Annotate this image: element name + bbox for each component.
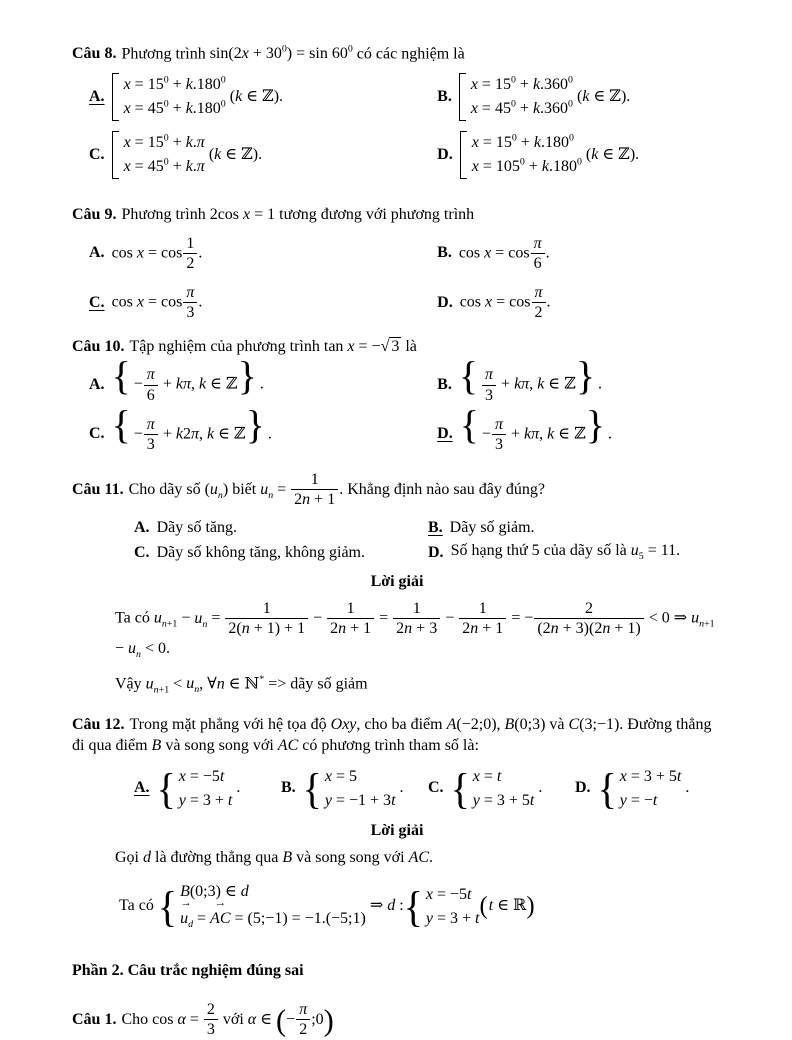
question-12-text: Trong mặt phẳng với hệ tọa độ Oxy, cho ba điểm A(−2;0), B(0;3) và C(3;−1). Đường thẳng đi qua điểm B và song song với AC có phương trình tham số là: — [72, 716, 712, 754]
q10-option-b — [437, 352, 722, 404]
option-body: $x = 15^0 + k.360^0$ $x = 45^0 + k.360^0$ (k ∈ ℤ). — [459, 73, 630, 121]
option-body: Dãy số không tăng, không giảm. — [156, 543, 365, 561]
question-12-options — [72, 765, 722, 813]
part-2-title: Phần 2. Câu trắc nghiệm đúng sai — [72, 962, 304, 980]
q12-solution-line-1: Gọi d là đường thẳng qua B và song song với AC. — [115, 848, 434, 866]
part2-q1-label: Câu 1. — [72, 1010, 117, 1028]
option-body: { x = 5 y = −1 + 3t . — [302, 763, 404, 813]
option-label: D. — [437, 145, 453, 163]
option-body: cos x = cos $\frac{1}{2}$ . — [111, 234, 203, 273]
option-body: { − $\frac{\pi}{3}$ + kπ, k ∈ ℤ} . — [459, 402, 612, 454]
option-body: Dãy số giảm. — [449, 518, 535, 536]
q9-option-a — [89, 234, 437, 273]
option-body: $x = 15^0 + k.\pi$ $x = 45^0 + k.\pi$ (k ∈ ℤ). — [112, 131, 263, 179]
option-label: B. — [437, 244, 452, 262]
q11-solution-line-2: Vậy $u_{n+1} < u_n$, ∀n ∈ ℕ* => dãy số giảm — [115, 673, 368, 696]
question-8-options — [72, 73, 722, 179]
question-9-label: Câu 9. — [72, 206, 117, 224]
q11-option-c — [134, 543, 428, 564]
q11-solution-line-1: Ta có $u_{n+1} - u_n$ = $\frac{1}{2(n + 1) + 1}$ − $\frac{1}{2n + 1}$ = $\frac{1}{2n + 3}$ − $\frac{1}{2n + 1}$ = − $\frac{2}{(2n + 3)(2n + 1)}$ < 0 ⇒ $u_{n+1} - u_n < 0$. — [115, 600, 715, 660]
question-10-text: Tập nghiệm của phương trình tan x = −√ 3 là — [129, 337, 417, 355]
question-10-label: Câu 10. — [72, 337, 125, 355]
q10-option-c — [89, 402, 437, 454]
option-label: D. — [428, 543, 444, 561]
question-12-label: Câu 12. — [72, 716, 125, 734]
option-body: { x = 3 + 5t y = −t . — [597, 763, 690, 813]
option-body: { − $\frac{\pi}{6}$ + kπ, k ∈ ℤ} . — [111, 352, 264, 404]
q8-option-a — [89, 73, 437, 121]
part2-q1-text: Cho cos α = $\frac{2}{3}$ với α ∈ (− $\frac{\pi}{2}$ ;0) — [121, 1001, 334, 1039]
option-label: A. — [134, 779, 150, 797]
question-11-text: Cho dãy số $(u_n)$ biết $u_n$ = $\frac{1}{2n + 1}$ . Khẳng định nào sau đây đúng? — [128, 471, 545, 509]
q12-solution-heading: Lời giải — [370, 821, 424, 839]
option-body: Dãy số tăng. — [156, 518, 237, 536]
question-11-label: Câu 11. — [72, 480, 124, 498]
option-body: { $\frac{\pi}{3}$ + kπ, k ∈ ℤ} . — [458, 352, 603, 404]
option-label: B. — [428, 518, 443, 536]
q8-option-c — [89, 131, 437, 179]
q10-option-a — [89, 352, 437, 404]
option-label: B. — [437, 87, 452, 105]
option-body: $x = 15^0 + k.180^0$ $x = 105^0 + k.180^0$ (k ∈ ℤ). — [460, 131, 639, 179]
q10-option-d — [437, 402, 722, 454]
q9-option-d — [437, 283, 722, 322]
option-body: cos x = cos $\frac{\pi}{3}$ . — [111, 284, 203, 322]
q12-option-a — [134, 765, 281, 813]
question-8-stem — [72, 44, 722, 65]
option-body: { x = t y = 3 + 5t . — [450, 763, 543, 813]
option-label: A. — [89, 375, 105, 393]
option-label: C. — [89, 293, 105, 311]
question-10 — [72, 337, 722, 455]
option-body: { − $\frac{\pi}{3}$ + k2π, k ∈ ℤ} . — [111, 402, 272, 454]
option-label: D. — [575, 779, 591, 797]
option-label: B. — [281, 779, 296, 797]
option-label: A. — [134, 518, 150, 536]
option-body: Số hạng thứ 5 của dãy số là $u_5 = 11$. — [450, 542, 681, 563]
question-10-options — [72, 352, 722, 454]
question-9-text: Phương trình 2cos x = 1 tương đương với phương trình — [121, 206, 475, 224]
question-8-label: Câu 8. — [72, 45, 117, 63]
question-9-options — [72, 234, 722, 323]
q12-option-b — [281, 765, 428, 813]
question-12-stem — [72, 715, 722, 757]
question-9-stem — [72, 205, 722, 226]
question-11-options — [72, 518, 722, 565]
q11-option-b — [428, 518, 722, 539]
option-label: D. — [437, 293, 453, 311]
q8-option-b — [437, 73, 722, 121]
part2-question-1 — [72, 1000, 722, 1039]
option-body: cos x = cos $\frac{\pi}{6}$ . — [458, 234, 550, 273]
question-8-text: Phương trình $\sin(2x + 30^0) = \sin 60^0$ có các nghiệm là — [121, 44, 465, 63]
q12-option-c — [428, 765, 575, 813]
q12-option-d — [575, 765, 722, 813]
option-label: C. — [428, 779, 444, 797]
q12-solution-line-2: Ta có { B(0;3) ∈ d $u \to_d$ = AC → = (5;−1) = −1.(−5;1) ⇒ d : { x = −5t y = 3 + t (t ∈ ℝ) — [72, 880, 722, 933]
option-label: A. — [89, 244, 105, 262]
option-label: C. — [89, 425, 105, 443]
question-10-stem — [72, 337, 722, 358]
q8-option-d — [437, 131, 722, 179]
q11-option-d — [428, 541, 722, 564]
option-label: A. — [89, 87, 105, 105]
part2-q1-stem — [72, 1000, 722, 1039]
q9-option-c — [89, 283, 437, 322]
option-body: cos x = cos $\frac{\pi}{2}$ . — [459, 284, 551, 322]
q11-option-a — [134, 518, 428, 539]
option-label: D. — [437, 425, 453, 443]
option-label: B. — [437, 375, 452, 393]
q11-solution-heading: Lời giải — [370, 573, 424, 591]
option-body: { x = −5t y = 3 + t . — [156, 763, 241, 813]
question-8 — [72, 44, 722, 179]
question-11 — [72, 470, 722, 697]
option-label: C. — [89, 145, 105, 163]
q9-option-b — [437, 234, 722, 273]
question-9 — [72, 205, 722, 323]
question-11-stem — [72, 470, 722, 509]
option-body: $x = 15^0 + k.180^0$ $x = 45^0 + k.180^0$ (k ∈ ℤ). — [112, 73, 283, 121]
question-12 — [72, 715, 722, 933]
option-label: C. — [134, 543, 150, 561]
